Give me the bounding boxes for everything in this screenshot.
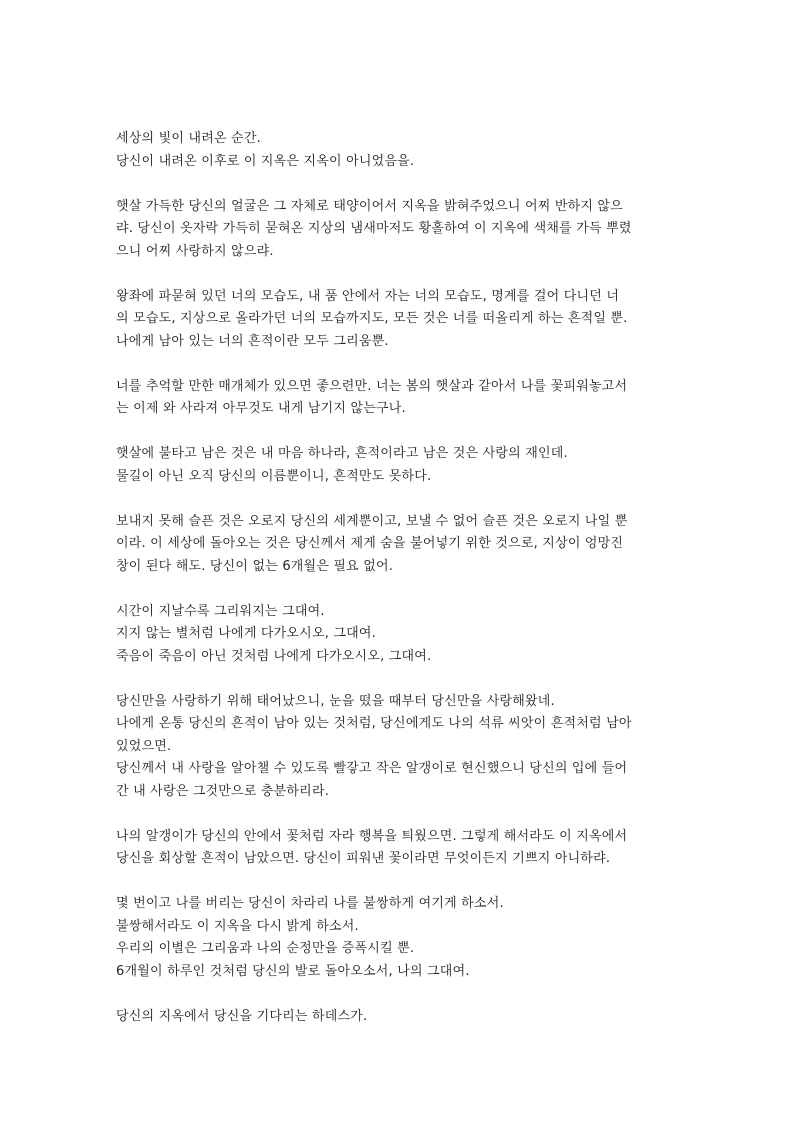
paragraph [116, 196, 696, 264]
text-line: 지지 않는 별처럼 나에게 다가오시오, 그대여. [116, 626, 376, 641]
paragraph [116, 286, 696, 354]
paragraph [116, 601, 696, 669]
text-line: 시간이 지날수록 그리워지는 그대여. [116, 603, 325, 619]
text-line: 나에게 남아 있는 너의 흔적이란 모두 그리움뿐. [116, 333, 389, 349]
paragraph [116, 1006, 696, 1029]
text-line: 이라. 이 세상에 돌아오는 것은 당신께서 제게 숨을 불어넣기 위한 것으로, 지상이 엉망진 [116, 536, 624, 551]
paragraph [116, 511, 696, 579]
paragraph [116, 376, 696, 421]
text-line: 당신을 회상할 흔적이 남았으면. 당신이 피워낸 꽃이라면 무엇이든지 기쁘지 아니하랴. [116, 851, 611, 866]
text-line: 우리의 이별은 그리움과 나의 순정만을 증폭시킬 뿐. [116, 941, 415, 956]
text-line: 햇살에 불타고 남은 것은 내 마음 하나라, 흔적이라고 남은 것은 사랑의 재인데. [116, 446, 568, 461]
text-line: 당신의 지옥에서 당신을 기다리는 하데스가. [116, 1008, 368, 1024]
text-line: 몇 번이고 나를 버리는 당신이 차라리 나를 불쌍하게 여기게 하소서. [116, 896, 504, 911]
paragraph [116, 691, 696, 804]
paragraph [116, 443, 696, 488]
letter-body [116, 128, 696, 1051]
text-line: 왕좌에 파묻혀 있던 너의 모습도, 내 품 안에서 자는 너의 모습도, 명계를 걸어 다니던 너 [116, 288, 620, 304]
text-line: 간 내 사랑은 그것만으로 충분하리라. [116, 783, 330, 799]
text-line: 으니 어찌 사랑하지 않으랴. [116, 243, 274, 259]
text-line: 는 이제 와 사라져 아무것도 내게 남기지 않는구나. [116, 401, 406, 416]
text-line: 있었으면. [116, 738, 172, 754]
text-line: 의 모습도, 지상으로 올라가던 너의 모습까지도, 모든 것은 너를 떠올리게 하는 흔적일 뿐. [116, 311, 628, 326]
text-line: 불쌍해서라도 이 지옥을 다시 밝게 하소서. [116, 918, 359, 934]
text-line: 창이 된다 해도. 당신이 없는 6개월은 필요 없어. [116, 558, 394, 574]
text-line: 세상의 빛이 내려온 순간. [116, 131, 261, 146]
text-line: 랴. 당신이 옷자락 가득히 묻혀온 지상의 냄새마저도 황홀하여 이 지옥에 색채를 가득 뿌렸 [116, 221, 632, 236]
text-line: 6개월이 하루인 것처럼 당신의 발로 돌아오소서, 나의 그대여. [116, 963, 470, 979]
text-line: 보내지 못해 슬픈 것은 오로지 당신의 세계뿐이고, 보낼 수 없어 슬픈 것은 오로지 나일 뿐 [116, 513, 628, 529]
text-line: 나의 알갱이가 당신의 안에서 꽃처럼 자라 행복을 틔웠으면. 그렇게 해서라도 이 지옥에서 [116, 828, 628, 844]
text-line: 당신만을 사랑하기 위해 태어났으니, 눈을 떴을 때부터 당신만을 사랑해왔네. [116, 693, 555, 709]
paragraph [116, 128, 696, 173]
text-line: 죽음이 죽음이 아닌 것처럼 나에게 다가오시오, 그대여. [116, 648, 432, 664]
text-line: 물길이 아닌 오직 당신의 이름뿐이니, 흔적만도 못하다. [116, 468, 432, 484]
paragraph [116, 893, 696, 983]
paragraph [116, 826, 696, 871]
text-line: 당신께서 내 사랑을 알아챌 수 있도록 빨갛고 작은 알갱이로 현신했으니 당신의 입에 들어 [116, 761, 628, 776]
text-line: 당신이 내려온 이후로 이 지옥은 지옥이 아니었음을. [116, 153, 415, 169]
text-line: 햇살 가득한 당신의 얼굴은 그 자체로 태양이어서 지옥을 밝혀주었으니 어찌 반하지 않으 [116, 198, 623, 214]
text-line: 나에게 온통 당신의 흔적이 남아 있는 것처럼, 당신에게도 나의 석류 씨앗이 흔적처럼 남아 [116, 716, 632, 731]
text-line: 너를 추억할 만한 매개체가 있으면 좋으련만. 너는 봄의 햇살과 같아서 나를 꽃피워놓고서 [116, 378, 628, 394]
